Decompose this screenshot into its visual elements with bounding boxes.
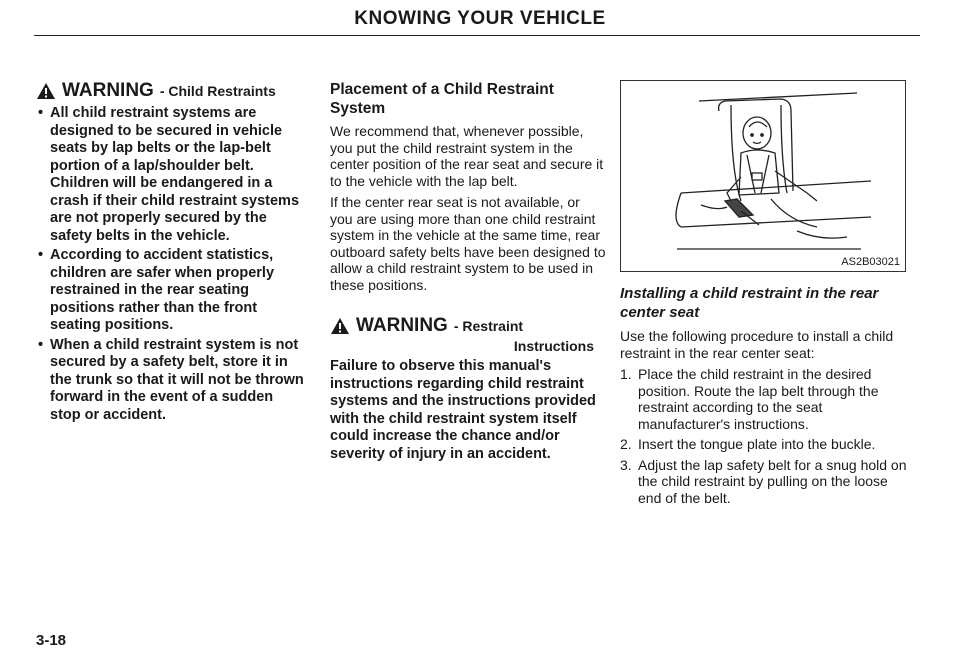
warning-triangle-icon bbox=[36, 82, 56, 100]
warning-heading bbox=[330, 315, 606, 337]
step-text: Place the child restraint in the desired position. Route the lap belt through the restraint according to the seat manufacturer's instructions. bbox=[638, 366, 879, 432]
warning-word: WARNING bbox=[356, 315, 448, 336]
list-item: • According to accident statistics, children are safer when properly restrained in the rear seating positions rather than the front seating positions. bbox=[36, 247, 306, 335]
list-item bbox=[620, 457, 910, 507]
warning-bullet-list bbox=[36, 105, 306, 424]
step-number: 2. bbox=[620, 436, 632, 452]
page-header: KNOWING YOUR VEHICLE bbox=[354, 8, 606, 29]
child-seat-illustration bbox=[621, 81, 905, 271]
step-text: Insert the tongue plate into the buckle. bbox=[638, 436, 876, 452]
paragraph: If the center rear seat is not available, or you are using more than one child restraint system in the vehicle at the same time, rear outboard safety belts have been designed to allow a child restraint system to be used in these positions. bbox=[330, 194, 606, 293]
procedure-steps bbox=[620, 366, 910, 506]
warning-heading bbox=[36, 80, 306, 102]
warning-subtitle: - Child Restraints bbox=[159, 83, 276, 99]
section-title: Placement of a Child Restraint System bbox=[330, 81, 554, 117]
paragraph: We recommend that, whenever possible, you put the child restraint system in the center position of the rear seat and secure it to the vehicle with the lap belt. bbox=[330, 123, 604, 189]
warning-text: Failure to observe this manual's instructions regarding child restraint systems and the instructions provided with the child restraint system itself could increase the chance and/or severity of injury in an accident. bbox=[330, 358, 596, 462]
list-item bbox=[620, 366, 910, 432]
list-item: • All child restraint systems are designed to be secured in vehicle seats by lap belts or the lap-belt portion of a lap/shoulder belt. Children will be endangered in a crash if their child restraint systems are not properly secured by the safety belts in the vehicle. bbox=[36, 105, 306, 245]
warning-triangle-icon bbox=[330, 317, 350, 335]
figure-code: AS2B03021 bbox=[841, 256, 900, 268]
column-middle bbox=[330, 80, 606, 463]
list-item: • When a child restraint system is not secured by a safety belt, store it in the trunk so that it will not be thrown forward in the event of a sudden stop or accident. bbox=[36, 337, 306, 425]
procedure-intro: Use the following procedure to install a child restraint in the rear center seat: bbox=[620, 328, 894, 361]
warning-subtitle: - Restraint bbox=[453, 318, 524, 334]
warning-subtitle-continued: Instructions bbox=[513, 338, 594, 354]
step-number: 3. bbox=[620, 456, 632, 473]
column-right bbox=[620, 80, 910, 510]
header-rule bbox=[34, 35, 920, 36]
column-left bbox=[36, 80, 306, 426]
page-number: 3-18 bbox=[36, 632, 67, 649]
figure-child-restraint bbox=[620, 80, 906, 272]
figure-caption: Installing a child restraint in the rear center seat bbox=[620, 285, 879, 321]
step-number: 1. bbox=[620, 366, 632, 382]
warning-word: WARNING bbox=[62, 80, 154, 101]
step-text: Adjust the lap safety belt for a snug hold on the child restraint by pulling on the loose end of the belt. bbox=[638, 456, 907, 506]
list-item bbox=[620, 436, 910, 453]
